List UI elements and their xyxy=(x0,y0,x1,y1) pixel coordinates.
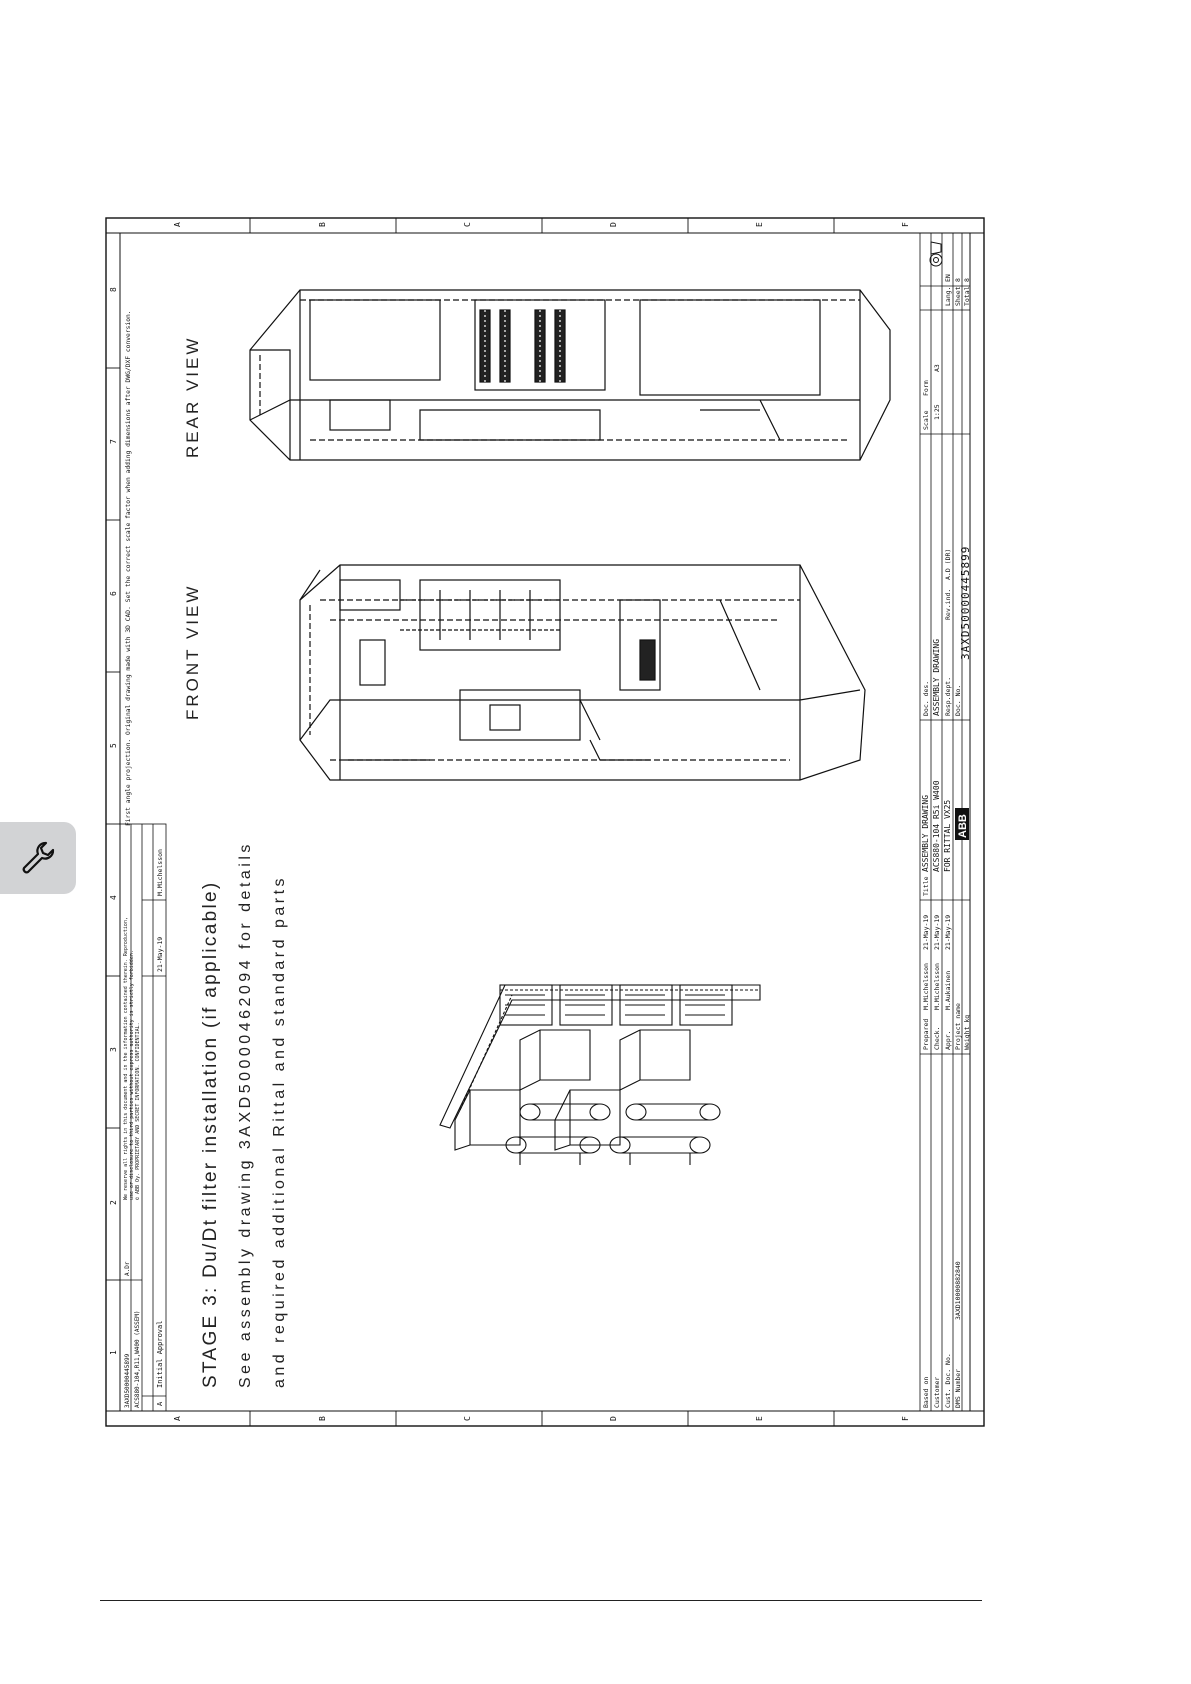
cust-doc-label: Cust. Doc. No. xyxy=(944,1353,952,1408)
check-value: M.Michelsson xyxy=(933,963,941,1010)
title-line-3: FOR RITTAL VX25 xyxy=(943,799,952,872)
doc-no-value: 3AXD50000445899 xyxy=(959,545,972,660)
row-marker: D xyxy=(609,1416,618,1421)
appr-label: Appr. xyxy=(944,1030,952,1050)
row-markers-top xyxy=(173,222,910,227)
customer-label: Customer xyxy=(933,1376,941,1408)
revision-doc-no: 3AXD50000445899 xyxy=(124,1353,131,1408)
prepared-value: M.Michelsson xyxy=(922,963,930,1010)
rev-ind-label: Rev.ind. xyxy=(944,588,952,620)
check-date: 21-May-19 xyxy=(933,914,941,950)
lang-label: Lang. xyxy=(944,286,952,306)
stage-title: STAGE 3: Du/Dt filter installation (if applicable) xyxy=(200,880,221,1388)
front-view-label: FRONT VIEW xyxy=(183,583,202,720)
total-value: 8 xyxy=(963,278,971,282)
col-marker: 3 xyxy=(109,1047,118,1052)
page-footer-rule xyxy=(100,1600,982,1601)
revision-description: Initial Approval xyxy=(156,1320,164,1388)
row-marker: C xyxy=(463,222,472,227)
abb-logo xyxy=(955,808,969,840)
col-marker: 6 xyxy=(109,591,118,596)
row-markers-bottom xyxy=(173,1416,910,1421)
column-markers xyxy=(109,287,118,1355)
rear-view-cabinet xyxy=(250,290,890,460)
rev-ind-value: A.D (DR) xyxy=(944,548,952,580)
revision-by: M.Michelsson xyxy=(156,849,164,896)
form-label: Form xyxy=(922,380,930,396)
see-line-1: See assembly drawing 3AXD50000462094 for details xyxy=(237,841,254,1388)
row-marker: F xyxy=(901,222,910,227)
revision-date: 21-May-19 xyxy=(156,936,164,972)
prepared-date: 21-May-19 xyxy=(922,914,930,950)
title-line-1: ASSEMBLY DRAWING xyxy=(921,794,930,872)
dms-value: 3AXD10000882840 xyxy=(954,1261,962,1320)
col-marker: 2 xyxy=(109,1200,118,1205)
appr-date: 21-May-19 xyxy=(944,914,952,950)
title-line-2: ACS880-104 R5i W400 xyxy=(932,780,941,872)
total-label: Total xyxy=(963,286,971,306)
doc-no-label: Doc. No. xyxy=(954,684,962,716)
scale-label: Scale xyxy=(922,410,930,430)
projection-symbol-icon xyxy=(930,242,942,266)
svg-text:ABB: ABB xyxy=(957,814,969,838)
sheet-label: Sheet xyxy=(954,286,962,306)
resp-dept-label: Resp.dept. xyxy=(944,676,952,716)
dudt-filter-drawing xyxy=(440,985,760,1165)
dms-label: DMS Number xyxy=(954,1368,962,1408)
scale-value: 1:25 xyxy=(933,404,941,420)
weight-label: Weight kg xyxy=(963,1014,971,1050)
col-marker: 8 xyxy=(109,287,118,292)
revision-title: ACS880-104,R11,W400 (ASSEM) xyxy=(134,1310,141,1408)
revision-letter: A xyxy=(156,1401,164,1406)
form-value: A3 xyxy=(933,364,941,372)
prepared-label: Prepared xyxy=(922,1018,930,1050)
row-marker: B xyxy=(318,1416,327,1421)
see-line-2: and required additional Rittal and standard parts xyxy=(271,874,288,1388)
doc-des-value: ASSEMBLY DRAWING xyxy=(932,638,941,716)
row-marker: A xyxy=(173,222,182,227)
col-marker: 7 xyxy=(109,439,118,444)
row-marker: B xyxy=(318,222,327,227)
doc-des-label: Doc. des. xyxy=(922,680,930,716)
row-marker: E xyxy=(755,222,764,227)
row-marker: C xyxy=(463,1416,472,1421)
row-marker: E xyxy=(755,1416,764,1421)
based-on-label: Based on xyxy=(922,1376,930,1408)
row-marker: A xyxy=(173,1416,182,1421)
sheet-value: 8 xyxy=(954,278,962,282)
title-label: Title xyxy=(922,876,930,896)
col-marker: 1 xyxy=(109,1350,118,1355)
confidential-line-1: We reserve all rights in this document and in the information contained therein. Reproduction, xyxy=(123,917,129,1200)
confidential-line-3: © ABB Oy. PROPRIETARY AND SECRET INFORMATION. CONFIDENTIAL. xyxy=(135,1022,141,1200)
appr-value: M.Aukainen xyxy=(944,970,952,1010)
lang-value: EN xyxy=(944,274,952,282)
confidential-line-2: use or disclosure to third parties without express authority is strictly forbidden. xyxy=(129,950,135,1200)
project-label: Project name xyxy=(954,1003,962,1050)
col-marker: 5 xyxy=(109,743,118,748)
row-marker: D xyxy=(609,222,618,227)
front-view-cabinet xyxy=(300,565,865,780)
row-marker: F xyxy=(901,1416,910,1421)
check-label: Check. xyxy=(933,1026,941,1050)
rear-view-label: REAR VIEW xyxy=(183,335,202,458)
projection-notice: First angle projection. Original drawing made with 3D CAD. Set the correct scale factor when adding dimensions after DWG/DXF conversion. xyxy=(125,310,132,826)
col-marker: 4 xyxy=(109,895,118,900)
revision-rev: A.Dr xyxy=(124,1261,131,1276)
